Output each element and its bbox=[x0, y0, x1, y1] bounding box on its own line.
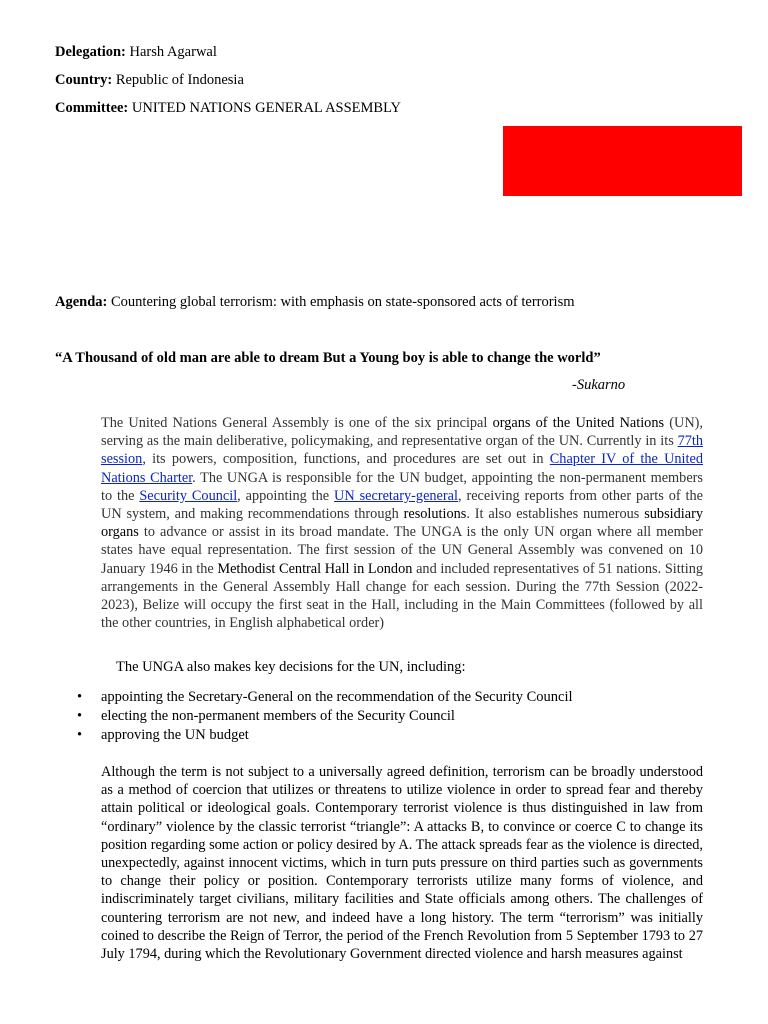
quote-text: “A Thousand of old man are able to dream But a Young boy is able to change the world” bbox=[55, 350, 601, 366]
quote-author: -Sukarno bbox=[572, 377, 626, 393]
delegation-line bbox=[55, 43, 217, 61]
list-item bbox=[77, 707, 573, 726]
text-run: subsidiary organs bbox=[101, 506, 703, 541]
bullet-icon: • bbox=[77, 708, 83, 724]
list-item bbox=[77, 726, 573, 745]
text-run: organs of the United Nations bbox=[492, 415, 665, 431]
list-item-text: approving the UN budget bbox=[101, 727, 249, 743]
flag-red-band bbox=[503, 126, 742, 196]
list-item-text: appointing the Secretary-General on the recommendation of the Security Council bbox=[101, 689, 573, 705]
list-item-text: electing the non-permanent members of the Security Council bbox=[101, 708, 455, 724]
country-line bbox=[55, 71, 244, 89]
text-run: The United Nations General Assembly is one of the six principal bbox=[101, 415, 493, 431]
text-run: to advance or assist in its broad mandate. The UNGA is the only UN organ where all member states have equal representation. The first session of the UN General Assembly was convened on 10 January 1946 in the bbox=[101, 524, 703, 577]
country-value: Republic of Indonesia bbox=[115, 72, 244, 88]
text-run: resolutions bbox=[403, 506, 467, 523]
bullet-icon: • bbox=[77, 689, 83, 705]
committee-value: UNITED NATIONS GENERAL ASSEMBLY bbox=[131, 100, 401, 116]
committee-line bbox=[55, 99, 401, 117]
delegation-value: Harsh Agarwal bbox=[129, 44, 217, 60]
text-run: , appointing the bbox=[237, 487, 335, 504]
agenda-line bbox=[55, 294, 575, 311]
terrorism-paragraph: Although the term is not subject to a universally agreed definition, terrorism can be broadly understood as a method of coercion that utilizes or threatens to utilize violence in order to spread fear and thereby attain political or ideological goals. Contemporary terrorist violence is thus distinguished in law from “ordinary” violence by the classic terrorist “triangle”: A attacks B, to convince or coerce C to change its position regarding some action or policy desired by A. The attack spreads fear as the violence is directed, unexpectedly, against innocent victims, which in turn puts pressure on third parties such as governments to change their policy or position. Contemporary terrorists utilize many forms of violence, and indiscriminately target civilians, military facilities and State officials among others. The challenges of countering terrorism are not new, and indeed have a long history. The term “terrorism” was initially coined to describe the Reign of Terror, the period of the French Revolution from 5 September 1793 to 27 July 1794, during which the Revolutionary Government directed violence and harsh measures against bbox=[101, 764, 703, 963]
text-run: and included representatives of 51 nations. Sitting arrangements in the General Assembly Hall change for each session. During the 77th Session (2022-2023), Belize will occupy the first seat in the Hall, including in the Main Committees (followed by all the other countries, in English alphabetical order) bbox=[101, 560, 703, 632]
security-council-link[interactable]: Security Council bbox=[139, 487, 238, 504]
committee-label: Committee: bbox=[55, 100, 129, 116]
text-run: , its powers, composition, functions, and procedures are set out in bbox=[142, 451, 550, 468]
charter-link[interactable]: Chapter IV of the United Nations Charter bbox=[101, 451, 703, 486]
delegation-label: Delegation: bbox=[55, 44, 126, 60]
list-item bbox=[77, 688, 573, 707]
decisions-list bbox=[77, 688, 573, 745]
country-label: Country: bbox=[55, 72, 113, 88]
bullet-icon: • bbox=[77, 727, 83, 743]
agenda-value: Countering global terrorism: with emphasis on state-sponsored acts of terrorism bbox=[111, 294, 575, 310]
text-run: (UN), serving as the main deliberative, policymaking, and representative organ of the UN. Currently in its bbox=[101, 415, 703, 450]
secretary-general-link[interactable]: UN secretary-general bbox=[334, 487, 458, 504]
indonesia-flag-icon bbox=[503, 126, 742, 266]
agenda-label: Agenda: bbox=[55, 294, 108, 310]
decisions-intro: The UNGA also makes key decisions for the UN, including: bbox=[116, 659, 466, 675]
text-run: Methodist Central Hall in London bbox=[217, 560, 413, 577]
text-run: . It also establishes numerous bbox=[466, 506, 645, 523]
unga-paragraph bbox=[101, 414, 703, 632]
text-run: . The UNGA is responsible for the UN budget, appointing the non-permanent members to the bbox=[101, 469, 703, 504]
flag-white-band bbox=[503, 196, 742, 266]
text-run: , receiving reports from other parts of the UN system, and making recommendations through bbox=[101, 487, 703, 523]
session-link[interactable]: 77th session bbox=[101, 433, 703, 468]
